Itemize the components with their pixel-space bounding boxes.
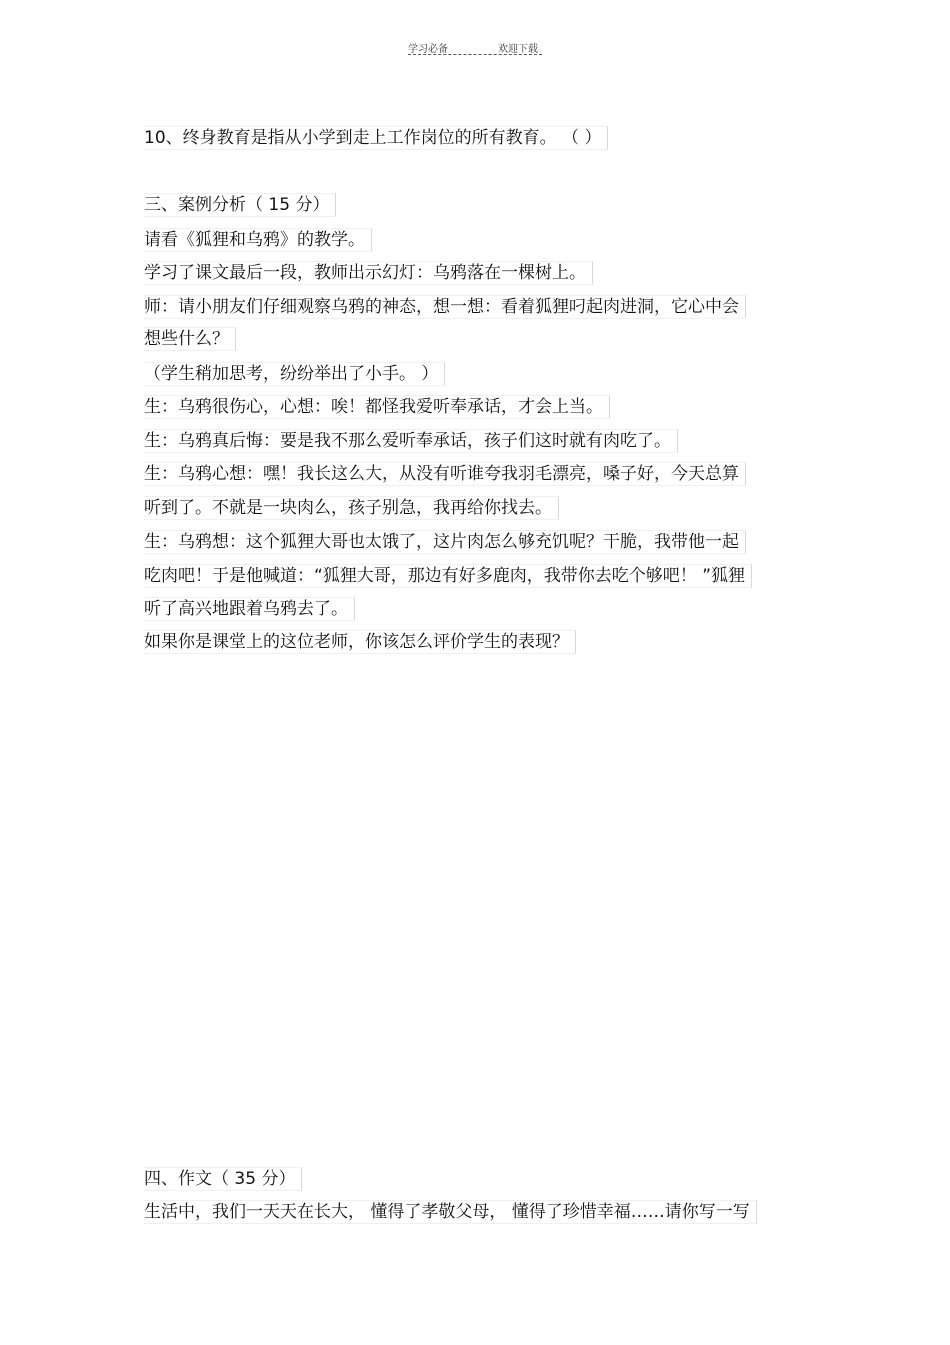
case-line-9: 听到了。不就是一块肉么，孩子别急，我再给你找去。 — [144, 496, 559, 520]
section-4-title: 四、作文（ 35 分） — [144, 1167, 302, 1191]
case-line-10: 生：乌鸦想：这个狐狸大哥也太饿了，这片肉怎么够充饥呢？干脆，我带他一起 — [144, 530, 746, 554]
question-10: 10、终身教育是指从小学到走上工作岗位的所有教育。 （ ） — [144, 126, 608, 150]
case-line-5: （学生稍加思考，纷纷举出了小手。 ） — [144, 362, 445, 386]
section-3-title: 三、案例分析（ 15 分） — [144, 193, 336, 217]
case-line-1: 请看《狐狸和乌鸦》的教学。 — [144, 228, 372, 252]
header-right-text: 欢迎下载 — [498, 44, 538, 55]
case-line-2: 学习了课文最后一段，教师出示幻灯：乌鸦落在一棵树上。 — [144, 261, 593, 285]
case-line-6: 生：乌鸦很伤心，心想：唉！都怪我爱听奉承话，才会上当。 — [144, 395, 610, 419]
case-line-11: 吃肉吧！于是他喊道：“狐狸大哥，那边有好多鹿肉，我带你去吃个够吧！ ”狐狸 — [144, 564, 752, 588]
case-line-7: 生：乌鸦真后悔：要是我不那么爱听奉承话，孩子们这时就有肉吃了。 — [144, 429, 678, 453]
case-line-12: 听了高兴地跟着乌鸦去了。 — [144, 597, 355, 621]
essay-prompt-line: 生活中，我们一天天在长大， 懂得了孝敬父母， 懂得了珍惜幸福……请你写一写 — [144, 1200, 757, 1224]
case-question: 如果你是课堂上的这位老师，你该怎么评价学生的表现？ — [144, 630, 576, 654]
header-left-text: 学习必备 — [408, 44, 448, 55]
case-line-3: 师：请小朋友们仔细观察乌鸦的神态，想一想：看着狐狸叼起肉进洞，它心中会 — [144, 295, 746, 319]
case-line-4: 想些什么？ — [144, 327, 236, 351]
header-divider — [408, 54, 542, 55]
case-line-8: 生：乌鸦心想：嘿！我长这么大，从没有听谁夸我羽毛漂亮，嗓子好，今天总算 — [144, 462, 746, 486]
